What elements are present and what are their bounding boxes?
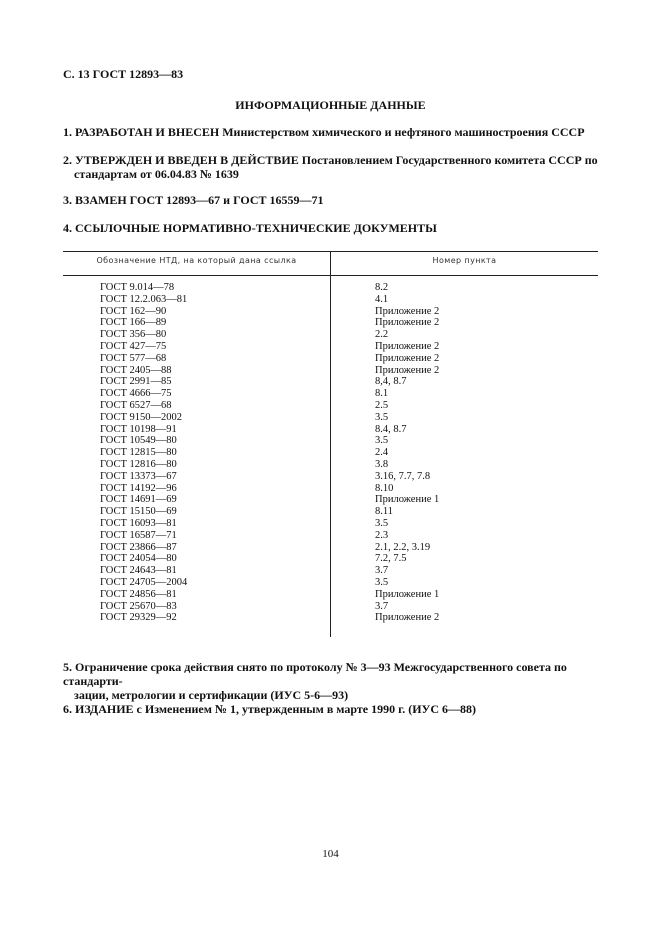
table-column-item-numbers	[375, 282, 439, 624]
table-row-item-number: 4.1	[375, 293, 389, 305]
table-row-item-number: Приложение 2	[375, 364, 440, 376]
table-row-document: ГОСТ 2991—85	[100, 376, 172, 388]
table-row-item-number: 8.4, 8.7	[375, 423, 407, 435]
table-column-divider	[330, 251, 331, 637]
table-row-item-number: 2.1, 2.2, 3.19	[375, 541, 431, 553]
table-row-item-number: 3.5	[375, 411, 389, 423]
table-column-documents	[100, 282, 187, 624]
info-item-developed-text: Министерством химического и нефтяного машиностроения СССР	[219, 125, 585, 139]
table-row-document: ГОСТ 427—75	[100, 340, 167, 352]
table-row-document: ГОСТ 25670—83	[100, 600, 177, 612]
info-item-approved	[63, 153, 603, 181]
info-item-edition	[63, 702, 603, 716]
table-row-item-number: 3.8	[375, 458, 389, 470]
table-header-document: Обозначение НТД, на который дана ссылка	[96, 256, 297, 265]
table-row-document: ГОСТ 23866—87	[100, 541, 177, 553]
table-row-item-number: Приложение 1	[375, 494, 440, 506]
table-row-item-number: 8.11	[375, 506, 393, 518]
info-item-replaces-text: 3. ВЗАМЕН ГОСТ 12893—67 и ГОСТ 16559—71	[63, 193, 324, 207]
table-row-item-number: 2.4	[375, 447, 389, 459]
table-row-item-number: 2.2	[375, 329, 389, 341]
page-number: 104	[322, 848, 339, 860]
table-row-item-number: Приложение 2	[375, 612, 440, 624]
info-item-replaces	[63, 193, 603, 207]
table-row-item-number: 2.5	[375, 399, 389, 411]
table-row-document: ГОСТ 9150—2002	[100, 411, 183, 423]
page-header: С. 13 ГОСТ 12893—83	[63, 67, 184, 81]
table-row-item-number: Приложение 1	[375, 588, 440, 600]
info-item-approved-lead: 2. УТВЕРЖДЕН И ВВЕДЕН В ДЕЙСТВИЕ	[63, 153, 299, 167]
info-item-edition-text: 6. ИЗДАНИЕ с Изменением № 1, утвержденным в марте 1990 г. (ИУС 6—88)	[63, 702, 477, 716]
table-row-item-number: Приложение 2	[375, 305, 440, 317]
table-row-item-number: 3.7	[375, 600, 389, 612]
table-row-item-number: 3.16, 7.7, 7.8	[375, 470, 431, 482]
info-item-validity-line1: 5. Ограничение срока действия снято по протоколу № 3—93 Межгосударственного совета по стандарти-	[63, 660, 567, 688]
table-row-document: ГОСТ 24054—80	[100, 553, 177, 565]
table-row-item-number: 8.2	[375, 282, 389, 293]
table-row-document: ГОСТ 10549—80	[100, 435, 177, 447]
table-row-document: ГОСТ 14691—69	[100, 494, 177, 506]
table-row-document: ГОСТ 166—89	[100, 317, 167, 329]
info-item-developed	[63, 125, 603, 139]
table-header-item-number: Номер пункта	[432, 256, 497, 265]
table-row-document: ГОСТ 12815—80	[100, 447, 177, 459]
table-row-item-number: 8,4, 8.7	[375, 376, 407, 388]
table-row-document: ГОСТ 162—90	[100, 305, 167, 317]
info-item-developed-lead: 1. РАЗРАБОТАН И ВНЕСЕН	[63, 125, 220, 139]
table-row-document: ГОСТ 9.014—78	[100, 282, 175, 293]
table-row-document: ГОСТ 4666—75	[100, 388, 172, 400]
table-row-document: ГОСТ 6527—68	[100, 399, 172, 411]
table-row-document: ГОСТ 356—80	[100, 329, 167, 341]
table-row-document: ГОСТ 577—68	[100, 352, 167, 364]
table-row-item-number: Приложение 2	[375, 352, 440, 364]
table-row-document: ГОСТ 12.2.063—81	[100, 293, 188, 305]
info-item-validity	[63, 660, 603, 702]
table-row-item-number: 3.5	[375, 517, 389, 529]
table-row-item-number: Приложение 2	[375, 340, 440, 352]
table-row-item-number: 3.5	[375, 576, 389, 588]
info-item-approved-text: Постановлением Государственного комитета СССР по	[298, 153, 598, 167]
info-item-approved-text-line2: стандартам от 06.04.83 № 1639	[74, 167, 239, 181]
table-row-item-number: 8.10	[375, 482, 394, 494]
table-row-document: ГОСТ 2405—88	[100, 364, 172, 376]
table-row-item-number: 8.1	[375, 388, 389, 400]
info-item-references-text: 4. ССЫЛОЧНЫЕ НОРМАТИВНО-ТЕХНИЧЕСКИЕ ДОКУМЕНТЫ	[63, 221, 437, 235]
table-row-item-number: 3.7	[375, 565, 389, 577]
table-row-item-number: Приложение 2	[375, 317, 440, 329]
info-item-references	[63, 221, 603, 235]
table-row-document: ГОСТ 15150—69	[100, 506, 177, 518]
table-row-document: ГОСТ 12816—80	[100, 458, 177, 470]
table-row-item-number: 3.5	[375, 435, 389, 447]
table-row-document: ГОСТ 10198—91	[100, 423, 177, 435]
table-row-item-number: 7.2, 7.5	[375, 553, 407, 565]
table-row-document: ГОСТ 16093—81	[100, 517, 177, 529]
table-row-document: ГОСТ 16587—71	[100, 529, 177, 541]
info-item-validity-line2: зации, метрологии и сертификации (ИУС 5-6—93)	[74, 688, 349, 702]
table-row-document: ГОСТ 13373—67	[100, 470, 177, 482]
table-row-document: ГОСТ 29329—92	[100, 612, 177, 624]
page-title: ИНФОРМАЦИОННЫЕ ДАННЫЕ	[235, 98, 426, 112]
table-row-item-number: 2.3	[375, 529, 389, 541]
table-row-document: ГОСТ 24856—81	[100, 588, 177, 600]
table-row-document: ГОСТ 24643—81	[100, 565, 177, 577]
table-row-document: ГОСТ 14192—96	[100, 482, 177, 494]
table-row-document: ГОСТ 24705—2004	[100, 576, 188, 588]
